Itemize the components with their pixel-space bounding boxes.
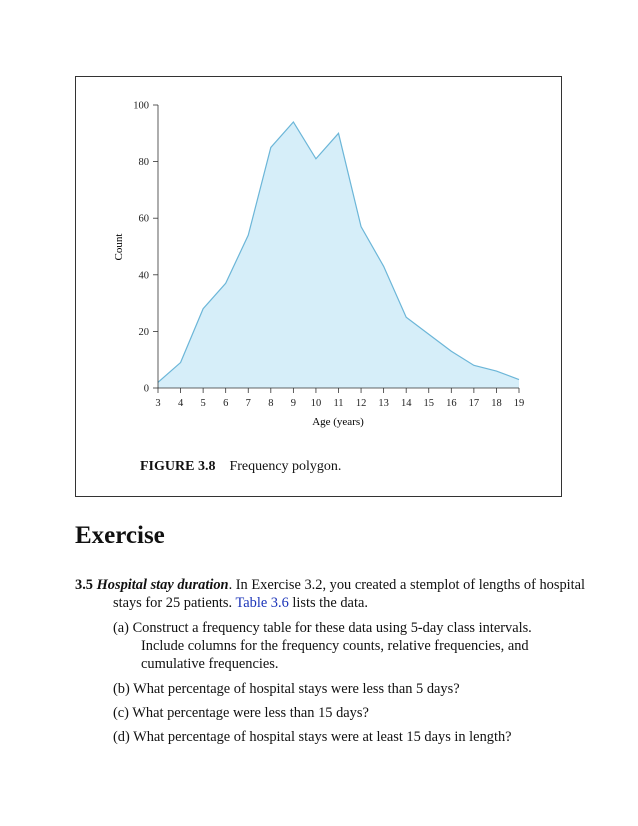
x-tick-label: 7	[245, 398, 251, 409]
x-tick-label: 16	[446, 398, 457, 409]
frequency-polygon-chart	[76, 77, 561, 496]
exercise-number: 3.5	[75, 577, 93, 593]
exercise-intro-tail: lists the data.	[288, 595, 368, 611]
x-tick-label: 15	[423, 398, 434, 409]
exercise-part-a: (a) Construct a frequency table for these data using 5-day class intervals. Include columns for the frequency counts, relative frequencies, and cumulative frequencies.	[113, 620, 532, 672]
exercise-part-b: (b) What percentage of hospital stays were less than 5 days?	[113, 681, 460, 697]
exercise-intro	[75, 576, 603, 612]
y-axis-label: Count	[113, 233, 125, 261]
x-tick-label: 3	[155, 398, 161, 409]
figure-frame	[75, 76, 562, 497]
figure-label: FIGURE 3.8	[140, 459, 216, 474]
y-tick-label: 80	[138, 157, 149, 169]
x-tick-label: 9	[290, 398, 296, 409]
x-axis-label: Age (years)	[312, 416, 364, 428]
x-tick-label: 12	[355, 398, 367, 409]
exercise-part-c: (c) What percentage were less than 15 days?	[113, 705, 369, 721]
x-tick-label: 4	[177, 398, 184, 409]
y-tick-label: 0	[143, 383, 149, 395]
x-tick-label: 19	[513, 398, 525, 409]
y-tick-label: 40	[138, 270, 149, 282]
x-tick-label: 5	[200, 398, 206, 409]
y-tick-label: 60	[138, 213, 149, 225]
figure-caption-text: Frequency polygon.	[229, 459, 342, 474]
x-tick-label: 6	[223, 398, 229, 409]
x-tick-label: 14	[400, 398, 412, 409]
x-tick-label: 8	[268, 398, 274, 409]
x-tick-label: 13	[378, 398, 389, 409]
x-tick-label: 10	[310, 398, 322, 409]
section-heading: Exercise	[75, 522, 165, 549]
y-tick-label: 20	[138, 326, 149, 338]
table-link[interactable]: Table 3.6	[235, 595, 289, 611]
x-tick-label: 18	[491, 398, 502, 409]
polygon-fill-area	[158, 122, 519, 388]
x-tick-label: 17	[468, 398, 480, 409]
exercise-part-d: (d) What percentage of hospital stays were at least 15 days in length?	[113, 729, 512, 745]
y-tick-label: 100	[133, 100, 149, 112]
figure-caption	[140, 459, 341, 475]
exercise-intro-text: . In Exercise 3.2, you created a stemplot of lengths of hospital stays for 25 patients.	[113, 577, 586, 611]
exercise-title: Hospital stay duration	[96, 577, 229, 593]
x-tick-label: 11	[333, 398, 344, 409]
